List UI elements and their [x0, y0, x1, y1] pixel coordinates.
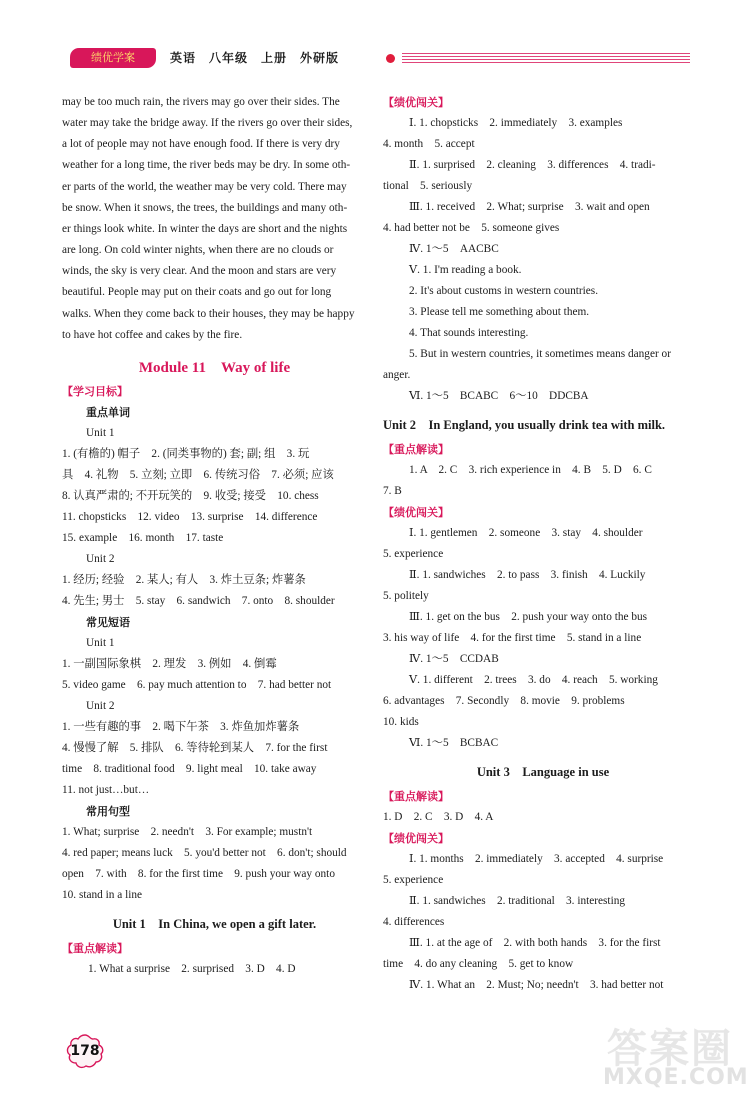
section-tag-practice: 【绩优闯关】 [383, 506, 449, 519]
answer-line: Ⅲ. 1. get on the bus 2. push your way onto the bus [409, 611, 648, 623]
answer-line: 具 4. 礼物 5. 立刻; 立即 6. 传统习俗 7. 必须; 应该 [62, 468, 334, 481]
section-tag-goals: 【学习目标】 [62, 384, 128, 398]
answer-line: 5. video game 6. pay much attention to 7. had better not [62, 678, 332, 691]
book-title: 英语 八年级 上册 外研版 [170, 51, 340, 65]
answer-line: Ⅴ. 1. different 2. trees 3. do 4. reach 5. working [409, 674, 658, 686]
header-dot [386, 54, 395, 63]
passage-line: er things look white. In winter the days are short and the nights [62, 222, 348, 235]
answer-line: 1. What; surprise 2. needn't 3. For example; mustn't [62, 825, 313, 838]
answer-line: 4. red paper; means luck 5. you'd better not 6. don't; should [62, 846, 347, 859]
answer-line: 11. not just…but… [62, 783, 150, 796]
passage-line: be snow. When it snows, the trees, the buildings and many oth- [62, 201, 348, 214]
passage-line: er parts of the world, the weather may be very cold. There may [62, 180, 347, 193]
answer-line: Ⅱ. 1. sandwiches 2. to pass 3. finish 4. Luckily [409, 569, 646, 581]
unit-label: Unit 1 [86, 426, 115, 439]
answer-line: Ⅴ. 1. I'm reading a book. [409, 264, 522, 276]
answer-line: open 7. with 8. for the first time 9. push your way onto [62, 867, 335, 880]
answer-line: 5. experience [383, 874, 444, 886]
header-rule [402, 62, 690, 63]
section-tag-practice: 【绩优闯关】 [383, 832, 449, 845]
unit-label: Unit 2 [86, 699, 115, 712]
section-tag-practice: 【绩优闯关】 [383, 96, 449, 109]
passage-line: beautiful. People may put on their coats and go out for long [62, 286, 332, 299]
answer-line: 1. 一副国际象棋 2. 理发 3. 例如 4. 倒霉 [62, 657, 277, 670]
answer-line: Ⅱ. 1. sandwiches 2. traditional 3. interesting [409, 895, 626, 907]
heading-key-words: 重点单词 [86, 405, 130, 419]
section-tag-key: 【重点解读】 [62, 941, 128, 955]
answer-line: 11. chopsticks 12. video 13. surprise 14. difference [62, 510, 318, 523]
answer-line: 5. politely [383, 590, 429, 602]
answer-line: time 4. do any cleaning 5. get to know [383, 958, 574, 970]
answer-line: tional 5. seriously [383, 180, 473, 192]
answer-line: 1. 一些有趣的事 2. 喝下午茶 3. 炸鱼加炸薯条 [62, 720, 300, 733]
answer-line: time 8. traditional food 9. light meal 10. take away [62, 762, 317, 775]
answer-line: 8. 认真严肃的; 不开玩笑的 9. 收受; 接受 10. chess [62, 489, 319, 502]
section-tag-key: 【重点解读】 [383, 443, 449, 456]
section-tag-key: 【重点解读】 [383, 790, 449, 803]
passage-line: may be too much rain, the rivers may go over their sides. The [62, 96, 340, 108]
page-number-badge [64, 1033, 106, 1071]
answer-line: Ⅰ. 1. months 2. immediately 3. accepted 4. surprise [409, 853, 664, 865]
watermark-url: MXQE.COM [603, 1065, 749, 1090]
answer-line: 5. experience [383, 548, 444, 560]
answer-line: 3. his way of life 4. for the first time 5. stand in a line [383, 632, 642, 644]
answer-line: Ⅵ. 1～5 BCBAC [409, 737, 499, 749]
answer-line: 1. D 2. C 3. D 4. A [383, 811, 494, 823]
watermark [585, 1015, 750, 1095]
answer-line: 1. What a surprise 2. surprised 3. D 4. D [88, 962, 296, 975]
answer-line: 6. advantages 7. Secondly 8. movie 9. problems [383, 695, 625, 707]
answer-line: 1. (有檐的) 帽子 2. (同类事物的) 套; 副; 组 3. 玩 [62, 447, 310, 460]
answer-line: 4. month 5. accept [383, 138, 475, 150]
watermark-text: 答案圈 [607, 1026, 733, 1072]
answer-line: Ⅳ. 1. What an 2. Must; No; needn't 3. had better not [409, 979, 664, 991]
answer-line: 3. Please tell me something about them. [409, 306, 590, 318]
passage-line: a lot of people may not have enough food. If there is very dry [62, 138, 340, 151]
answer-line: 2. It's about customs in western countries. [409, 285, 599, 297]
answer-line: Ⅰ. 1. gentlemen 2. someone 3. stay 4. shoulder [409, 527, 643, 539]
answer-line: anger. [383, 369, 411, 381]
unit2-title: Unit 2 In England, you usually drink tea with milk. [383, 418, 666, 432]
answer-line: 4. 慢慢了解 5. 排队 6. 等待轮到某人 7. for the first [62, 741, 328, 754]
passage-line: water may take the bridge away. If the rivers go over their sides, [62, 117, 353, 130]
series-badge: 绩优学案 [70, 48, 156, 68]
answer-line: 15. example 16. month 17. taste [62, 531, 224, 544]
answer-line: 4. differences [383, 916, 445, 928]
answer-line: 10. stand in a line [62, 888, 143, 901]
unit-label: Unit 2 [86, 552, 115, 565]
answer-line: Ⅳ. 1～5 AACBC [409, 243, 499, 255]
header-rule [402, 59, 690, 60]
header-rule [402, 53, 690, 54]
page-header [70, 46, 690, 70]
passage-line: winds, the sky is very clear. And the moon and stars are very [62, 265, 337, 278]
unit-label: Unit 1 [86, 636, 115, 649]
answer-line: Ⅱ. 1. surprised 2. cleaning 3. differences 4. tradi- [409, 159, 656, 171]
passage-line: are long. On cold winter nights, when there are no clouds or [62, 244, 334, 257]
header-rule [402, 56, 690, 57]
answer-line: Ⅵ. 1～5 BCABC 6～10 DDCBA [409, 390, 589, 402]
answer-line: 5. But in western countries, it sometimes means danger or [409, 348, 671, 360]
reading-passage [62, 92, 367, 346]
answer-line: 7. B [383, 485, 402, 497]
answer-line: Ⅲ. 1. at the age of 2. with both hands 3. for the first [409, 937, 661, 949]
answer-line: Ⅳ. 1～5 CCDAB [409, 653, 499, 665]
answer-line: 1. 经历; 经验 2. 某人; 有人 3. 炸土豆条; 炸薯条 [62, 573, 306, 586]
answer-line: 4. had better not be 5. someone gives [383, 222, 560, 234]
heading-phrases: 常见短语 [86, 615, 130, 629]
page-number: 178 [70, 1043, 100, 1059]
answer-line: 10. kids [383, 716, 419, 728]
answer-line: 4. That sounds interesting. [409, 327, 529, 339]
answer-line: 4. 先生; 男士 5. stay 6. sandwich 7. onto 8. shoulder [62, 594, 335, 607]
answer-line: 1. A 2. C 3. rich experience in 4. B 5. D 6. C [409, 464, 652, 476]
passage-line: walks. When they come back to their houses, they may be happy [62, 307, 355, 320]
answer-line: Ⅰ. 1. chopsticks 2. immediately 3. examples [409, 117, 623, 129]
passage-line: to have hot coffee and cakes by the fire. [62, 328, 243, 341]
unit1-title: Unit 1 In China, we open a gift later. [112, 916, 317, 931]
right-column [383, 92, 703, 996]
unit3-title: Unit 3 Language in use [476, 765, 610, 779]
answer-line: Ⅲ. 1. received 2. What; surprise 3. wait and open [409, 201, 650, 213]
heading-sentences: 常用句型 [86, 804, 130, 818]
module-title: Module 11 Way of life [138, 359, 291, 376]
passage-line: weather for a long time, the river beds may be dry. In some oth- [62, 159, 351, 172]
left-column [62, 92, 367, 980]
